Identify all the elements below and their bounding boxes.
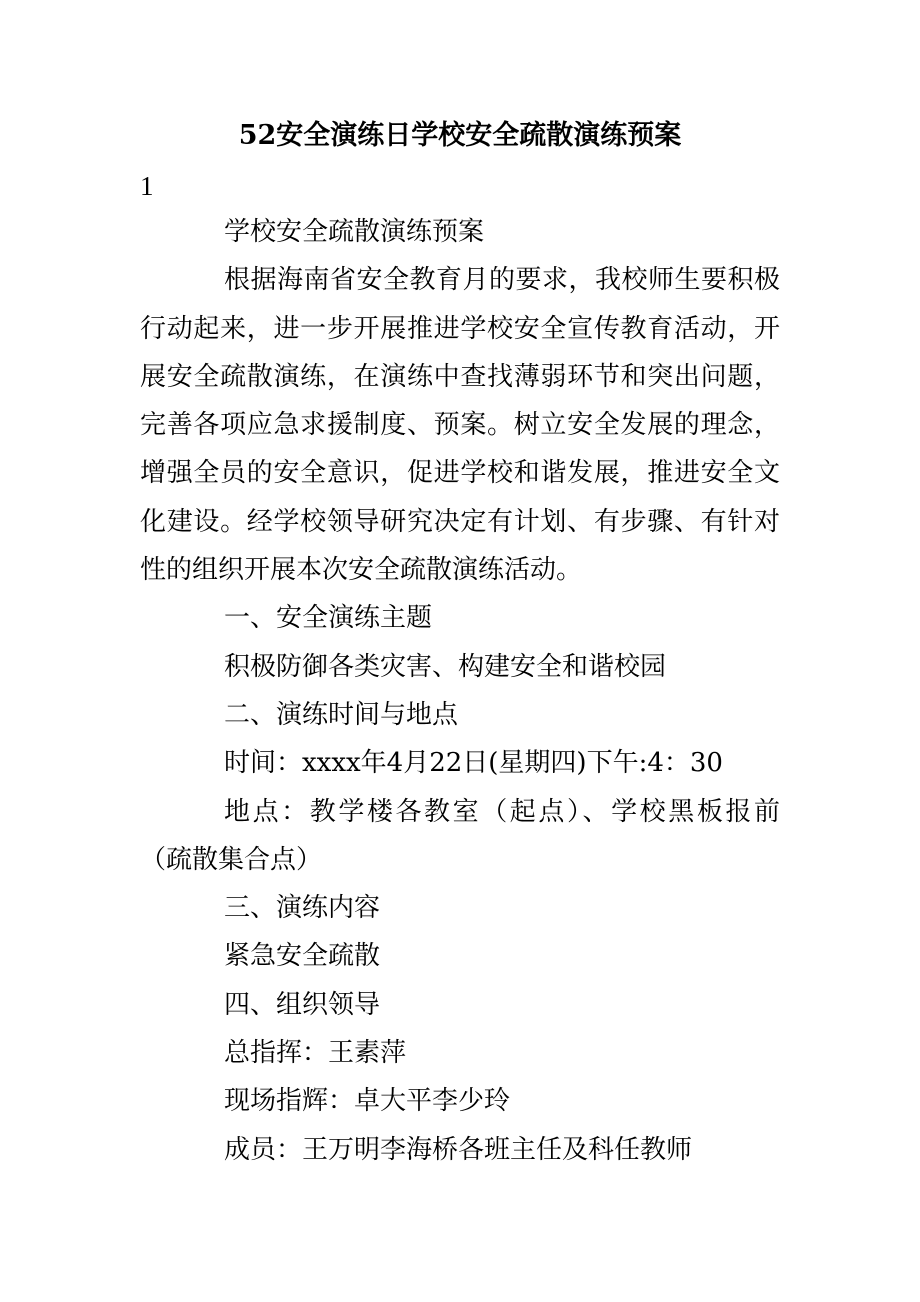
content-text: 紧急安全疏散 xyxy=(224,941,381,972)
theme-text: 积极防御各类灾害、构建安全和谐校园 xyxy=(224,651,667,682)
page-number: 1 xyxy=(140,171,154,201)
commander-text: 总指挥：王素萍 xyxy=(224,1038,407,1069)
document-title: 52安全演练日学校安全疏散演练预案 xyxy=(238,120,682,151)
section-heading-theme: 一、安全演练主题 xyxy=(224,603,433,634)
field-commander-text: 现场指辉：卓大平李少玲 xyxy=(224,1086,511,1117)
intro-paragraph: 根据海南省安全教育月的要求，我校师生要积极行动起来，进一步开展推进学校安全宣传教育活动，开展安全疏散演练，在演练中查找薄弱环节和突出问题，完善各项应急求援制度、预案。树立安全发展的理念，增强全员的安全意识，促进学校和谐发展，推进安全文化建设。经学校领导研究决定有计划、有步骤、有针对性的组织开展本次安全疏散演练活动。 xyxy=(140,265,780,586)
members-text: 成员：王万明李海桥各班主任及科任教师 xyxy=(224,1134,693,1165)
section-heading-content: 三、演练内容 xyxy=(224,893,381,924)
document-body xyxy=(140,208,780,1174)
subtitle-paragraph: 学校安全疏散演练预案 xyxy=(224,217,485,247)
time-text: 时间：xxxx年4月22日(星期四)下午:4：30 xyxy=(224,748,723,779)
place-text: 地点：教学楼各教室（起点）、学校黑板报前（疏散集合点） xyxy=(140,796,780,875)
section-heading-leadership: 四、组织领导 xyxy=(224,989,381,1020)
section-heading-time-place: 二、演练时间与地点 xyxy=(224,699,459,730)
